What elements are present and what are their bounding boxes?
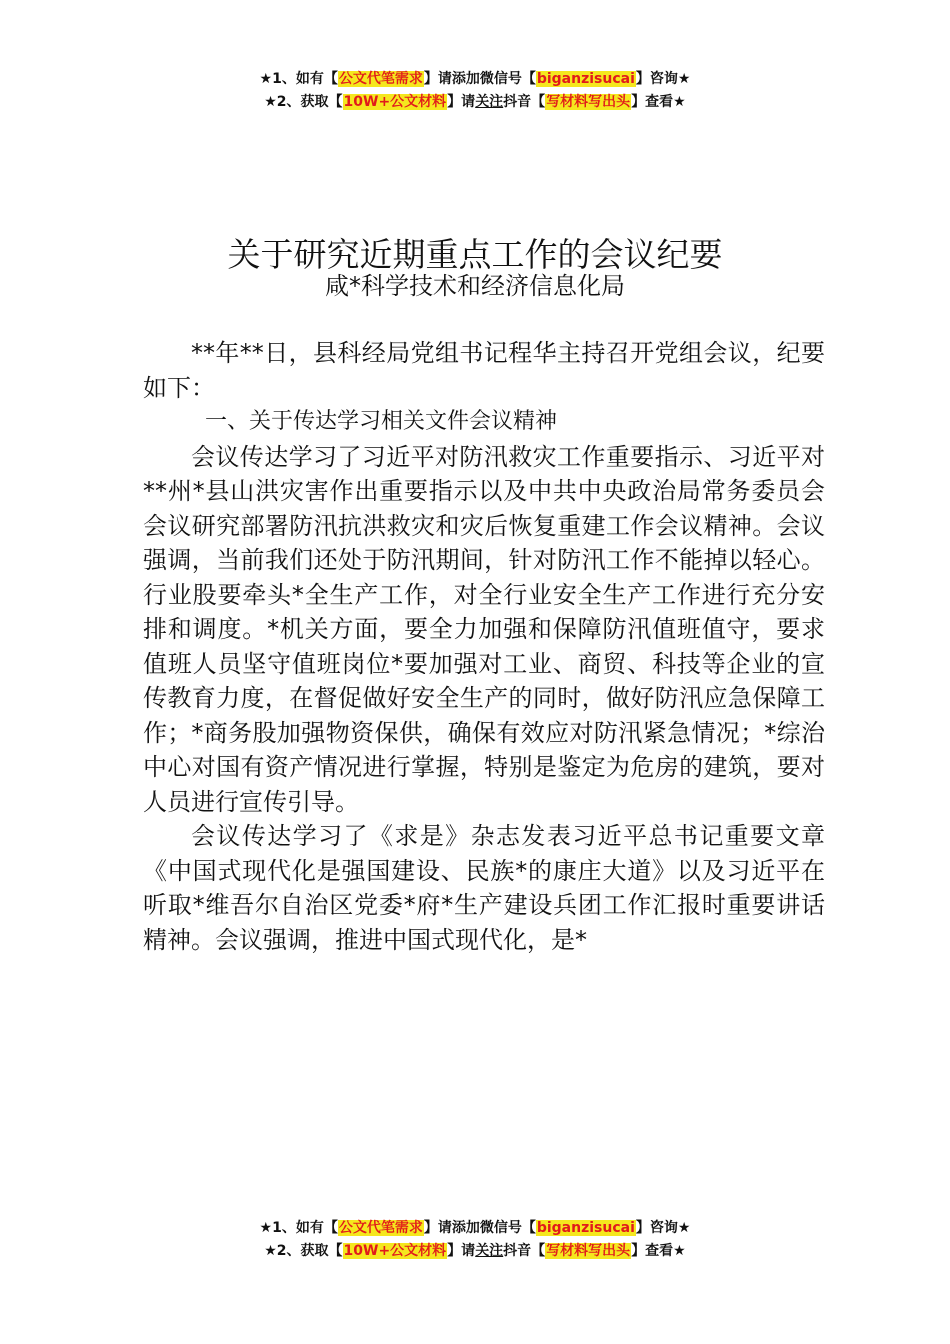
document-body [143,336,825,957]
banner-text: 】查看★ [631,1243,686,1259]
highlight-materials: 10W+公文材料 [343,1243,447,1259]
banner-line-2 [0,1240,950,1263]
banner-line-1 [0,1217,950,1240]
banner-text: 】请 [423,1220,452,1236]
body-paragraph: 会议传达学习了习近平对防汛救灾工作重要指示、习近平对**州*县山洪灾害作出重要指示以及中共中央政治局常务委员会会议研究部署防汛抗洪救灾和灾后恢复重建工作会议精神。会议强调，当前我们还处于防汛期间，针对防汛工作不能掉以轻心。行业股要牵头*全生产工作，对全行业安全生产工作进行充分安排和调度。*机关方面，要全力加强和保障防汛值班值守，要求值班人员坚守值班岗位*要加强对工业、商贸、科技等企业的宣传教育力度，在督促做好安全生产的同时，做好防汛应急保障工作；*商务股加强物资保供，确保有效应对防汛紧急情况；*综治中心对国有资产情况进行掌握，特别是鉴定为危房的建筑，要对人员进行宣传引导。 [143,442,825,816]
banner-text: 抖音【 [503,1243,546,1259]
banner-text: ★1、如有【 [259,71,338,87]
banner-text: 】请 [423,71,452,87]
footer-banner [0,1217,950,1263]
banner-text: 微信号【 [479,1220,536,1236]
highlight-douyin-account: 写材料写出头 [546,1243,631,1259]
banner-emphasis: 添加 [451,1220,480,1236]
highlight-douyin-account: 写材料写出头 [546,94,631,110]
banner-line-1 [0,68,950,91]
banner-text: 】查看★ [631,94,686,110]
banner-text: 微信号【 [479,71,536,87]
body-paragraph: 会议传达学习了《求是》杂志发表习近平总书记重要文章《中国式现代化是强国建设、民族*的康庄大道》以及习近平在听取*维吾尔自治区党委*府*生产建设兵团工作汇报时重要讲话精神。会议强调，推进中国式现代化，是* [143,822,825,954]
highlight-wechat-id: biganzisucai [536,71,635,87]
banner-emphasis: 添加 [451,71,480,87]
document-subtitle: 咸*科学技术和经济信息化局 [325,272,625,300]
banner-emphasis: 关注 [475,1243,504,1259]
document-title: 关于研究近期重点工作的会议纪要 [227,235,723,275]
banner-text: ★2、获取【 [264,1243,343,1259]
banner-text: 】请 [447,94,476,110]
highlight-materials: 10W+公文材料 [343,94,447,110]
banner-line-2 [0,91,950,114]
highlight-wechat-id: biganzisucai [536,1220,635,1236]
section-heading: 一、关于传达学习相关文件会议精神 [205,409,558,434]
banner-text: ★2、获取【 [264,94,343,110]
banner-text: 】请 [447,1243,476,1259]
banner-text: ★1、如有【 [259,1220,338,1236]
banner-text: 抖音【 [503,94,546,110]
intro-paragraph: **年**日，县科经局党组书记程华主持召开党组会议，纪要如下： [143,339,825,402]
banner-text: 】咨询★ [635,71,691,87]
banner-emphasis: 关注 [475,94,504,110]
highlight-service: 公文代笔需求 [338,71,423,87]
highlight-service: 公文代笔需求 [338,1220,423,1236]
header-banner [0,68,950,114]
banner-text: 】咨询★ [635,1220,691,1236]
